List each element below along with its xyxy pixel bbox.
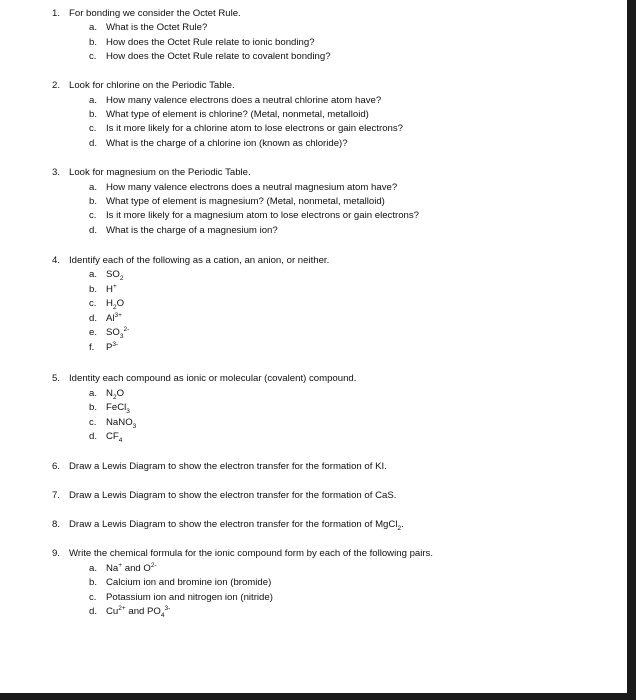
question-1-part-a: [89, 21, 207, 35]
question-number: 5.: [52, 373, 61, 384]
part-letter: c.: [89, 51, 97, 62]
part-letter: b.: [89, 402, 98, 413]
part-letter: c.: [89, 123, 97, 134]
question-4-part-c: [89, 297, 124, 311]
part-text: How does the Octet Rule relate to ionic bonding?: [106, 37, 315, 48]
formula-subscript: 3: [126, 407, 130, 415]
question-4-part-a: [89, 268, 124, 282]
question-2: [52, 79, 235, 93]
part-text: How many valence electrons does a neutral magnesium atom have?: [106, 182, 398, 193]
question-text: Draw a Lewis Diagram to show the electron transfer for the formation of MgCl: [69, 519, 398, 530]
part-letter: a.: [89, 388, 98, 399]
question-number: 6.: [52, 461, 61, 472]
part-text: Is it more likely for a magnesium atom to lose electrons or gain electrons?: [106, 210, 420, 221]
formula-charge: 3+: [114, 311, 122, 319]
part-letter: b.: [89, 284, 98, 295]
question-5-part-a: [89, 387, 124, 401]
ion-2-charge: 3-: [164, 604, 171, 612]
formula-subscript: 3: [119, 332, 124, 340]
part-letter: f.: [89, 342, 95, 353]
ion-2-subscript: 4: [160, 611, 165, 619]
question-2-part-d: [89, 137, 348, 151]
question-7: [52, 489, 396, 503]
part-letter: a.: [89, 22, 98, 33]
question-number: 9.: [52, 548, 61, 559]
question-2-part-a: [89, 94, 381, 108]
part-letter: c.: [89, 210, 97, 221]
question-9-part-a: [89, 562, 157, 576]
question-9-part-d: [89, 605, 170, 619]
question-4-part-e: [89, 326, 129, 340]
part-letter: d.: [89, 606, 98, 617]
formula-charge: 2-: [123, 325, 130, 333]
ion-2: and PO: [125, 606, 161, 617]
formula-base: NaNO: [106, 417, 133, 428]
question-3-part-c: [89, 209, 419, 223]
formula-subscript: 2: [397, 524, 402, 532]
formula-base: FeCl: [106, 402, 127, 413]
formula-base: P: [106, 342, 113, 353]
part-text: How does the Octet Rule relate to covalent bonding?: [106, 51, 331, 62]
part-text: What is the charge of a magnesium ion?: [106, 225, 278, 236]
question-number: 7.: [52, 490, 61, 501]
formula-charge: 3-: [112, 340, 119, 348]
question-1-part-b: [89, 36, 315, 50]
question-text: For bonding we consider the Octet Rule.: [69, 8, 241, 19]
ion-2: and O: [122, 563, 151, 574]
question-2-part-b: [89, 108, 369, 122]
question-4-part-b: [89, 283, 117, 297]
part-letter: b.: [89, 196, 98, 207]
question-1-part-c: [89, 50, 331, 64]
formula-subscript: 4: [118, 436, 123, 444]
question-5: [52, 372, 356, 386]
part-letter: a.: [89, 563, 98, 574]
part-letter: c.: [89, 298, 97, 309]
question-9-part-c: [89, 591, 273, 605]
part-letter: d.: [89, 313, 98, 324]
question-4-part-d: [89, 312, 122, 326]
question-text: Write the chemical formula for the ionic compound form by each of the following pairs.: [69, 548, 434, 559]
ion-1: Cu: [106, 606, 119, 617]
part-letter: b.: [89, 577, 98, 588]
part-letter: d.: [89, 225, 98, 236]
question-8: [52, 518, 404, 532]
question-text: Draw a Lewis Diagram to show the electron transfer for the formation of KI.: [69, 461, 387, 472]
part-letter: a.: [89, 269, 98, 280]
question-text: Identity each compound as ionic or molecular (covalent) compound.: [69, 373, 357, 384]
question-text-end: .: [401, 519, 404, 530]
part-letter: b.: [89, 109, 98, 120]
question-5-part-b: [89, 401, 130, 415]
formula-base: H: [106, 298, 113, 309]
ion-1: Na: [106, 563, 119, 574]
question-2-part-c: [89, 122, 403, 136]
part-text: Potassium ion and nitrogen ion (nitride): [106, 592, 273, 603]
formula-base: N: [106, 388, 113, 399]
part-letter: a.: [89, 182, 98, 193]
question-number: 1.: [52, 8, 61, 19]
part-letter: e.: [89, 327, 98, 338]
part-text: How many valence electrons does a neutral chlorine atom have?: [106, 95, 382, 106]
formula-subscript: 2: [119, 274, 124, 282]
part-letter: b.: [89, 37, 98, 48]
ion-2-charge: 2-: [150, 561, 157, 569]
question-3-part-b: [89, 195, 385, 209]
formula-tail: O: [116, 388, 125, 399]
formula-subscript: 3: [132, 422, 137, 430]
formula-base: Al: [106, 313, 115, 324]
formula-tail: O: [116, 298, 125, 309]
question-3-part-d: [89, 224, 278, 238]
formula-base: CF: [106, 431, 119, 442]
part-text: What is the charge of a chlorine ion (known as chloride)?: [106, 138, 348, 149]
question-9: [52, 547, 433, 561]
question-5-part-c: [89, 416, 136, 430]
question-text: Look for magnesium on the Periodic Table.: [69, 167, 251, 178]
question-number: 8.: [52, 519, 61, 530]
question-4: [52, 254, 329, 268]
part-text: What type of element is magnesium? (Metal, nonmetal, metalloid): [106, 196, 385, 207]
question-5-part-d: [89, 430, 122, 444]
question-1: [52, 7, 241, 21]
part-text: Is it more likely for a chlorine atom to lose electrons or gain electrons?: [106, 123, 404, 134]
part-text: What type of element is chlorine? (Metal, nonmetal, metalloid): [106, 109, 369, 120]
question-3-part-a: [89, 181, 397, 195]
ion-1-charge: 2+: [118, 604, 126, 612]
question-number: 2.: [52, 80, 61, 91]
question-3: [52, 166, 251, 180]
formula-charge: +: [112, 282, 117, 290]
question-text: Identify each of the following as a cation, an anion, or neither.: [69, 255, 330, 266]
part-text: What is the Octet Rule?: [106, 22, 208, 33]
part-letter: c.: [89, 417, 97, 428]
part-letter: a.: [89, 95, 98, 106]
formula-base: SO: [106, 327, 120, 338]
part-letter: d.: [89, 138, 98, 149]
formula-subscript: 2: [112, 393, 117, 401]
question-4-part-f: [89, 341, 118, 355]
part-letter: d.: [89, 431, 98, 442]
formula-base: SO: [106, 269, 120, 280]
question-number: 3.: [52, 167, 61, 178]
formula-base: H: [106, 284, 113, 295]
part-letter: c.: [89, 592, 97, 603]
formula-subscript: 2: [112, 303, 117, 311]
question-text: Draw a Lewis Diagram to show the electron transfer for the formation of CaS.: [69, 490, 397, 501]
question-text: Look for chlorine on the Periodic Table.: [69, 80, 235, 91]
ion-1-charge: +: [118, 561, 123, 569]
part-text: Calcium ion and bromine ion (bromide): [106, 577, 272, 588]
question-6: [52, 460, 387, 474]
question-number: 4.: [52, 255, 61, 266]
question-9-part-b: [89, 576, 271, 590]
